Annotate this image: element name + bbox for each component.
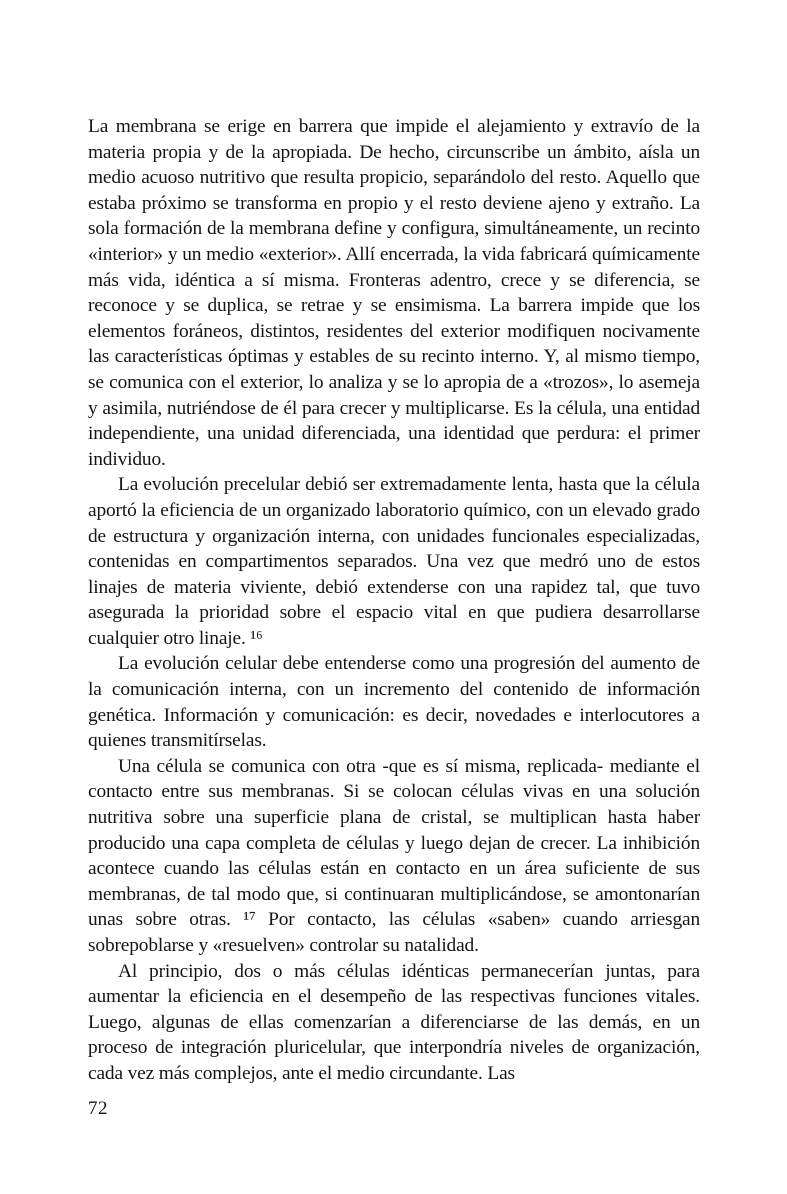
- paragraph-membrane: La membrana se erige en barrera que impide el alejamiento y extravío de la materia propia y de la apropiada. De hecho, circunscribe un ámbito, aísla un medio acuoso nutritivo que resulta propicio, separándolo del resto. Aquello que estaba próximo se transforma en propio y el resto deviene ajeno y extraño. La sola formación de la membrana define y configura, simultáneamente, un recinto «interior» y un medio «exterior». Allí encerrada, la vida fabricará químicamente más vida, idéntica a sí misma. Fronteras adentro, crece y se diferencia, se reconoce y se duplica, se retrae y se ensimisma. La barrera impide que los elementos foráneos, distintos, residentes del exterior modifiquen nocivamente las características óptimas y estables de su recinto interno. Y, al mismo tiempo, se comunica con el exterior, lo analiza y se lo apropia de a «trozos», lo asemeja y asimila, nutriéndose de él para crecer y multiplicarse. Es la célula, una entidad independiente, una unidad diferenciada, una identidad que perdura: el primer individuo.: [88, 116, 700, 470]
- page-body: [88, 114, 700, 1087]
- page-number: 72: [88, 1098, 108, 1119]
- paragraph-precellular-evolution: La evolución precelular debió ser extremadamente lenta, hasta que la célula aportó la eficiencia de un organizado laboratorio químico, con un elevado grado de estructura y organización interna, con unidades funcionales especializadas, contenidas en compartimentos separados. Una vez que medró uno de estos linajes de materia viviente, debió extenderse con una rapidez tal, que tuvo asegurada la prioridad sobre el espacio vital en que pudiera desarrollarse cualquier otro linaje. ¹⁶: [88, 474, 700, 649]
- paragraph-cell-contact: Una célula se comunica con otra -que es sí misma, replicada- mediante el contacto entre sus membranas. Si se colocan células vivas en una solución nutritiva sobre una superficie plana de cristal, se multiplican hasta haber producido una capa completa de células y luego dejan de crecer. La inhibición acontece cuando las células están en contacto en un área suficiente de sus membranas, de tal modo que, si continuaran multiplicándose, se amontonarían unas sobre otras. ¹⁷ Por contacto, las células «saben» cuando arriesgan sobrepoblarse y «resuelven» controlar su natalidad.: [88, 755, 700, 956]
- paragraph-cellular-evolution: La evolución celular debe entenderse como una progresión del aumento de la comunicación interna, con un incremento del contenido de información genética. Información y comunicación: es decir, novedades e interlocutores a quienes transmitírselas.: [88, 653, 700, 752]
- paragraph-pluricellular: Al principio, dos o más células idénticas permanecerían juntas, para aumentar la eficiencia en el desempeño de las respectivas funciones vitales. Luego, algunas de ellas comenzarían a diferenciarse de las demás, en un proceso de integración pluricelular, que interpondría niveles de organización, cada vez más complejos, ante el medio circundante. Las: [88, 960, 700, 1084]
